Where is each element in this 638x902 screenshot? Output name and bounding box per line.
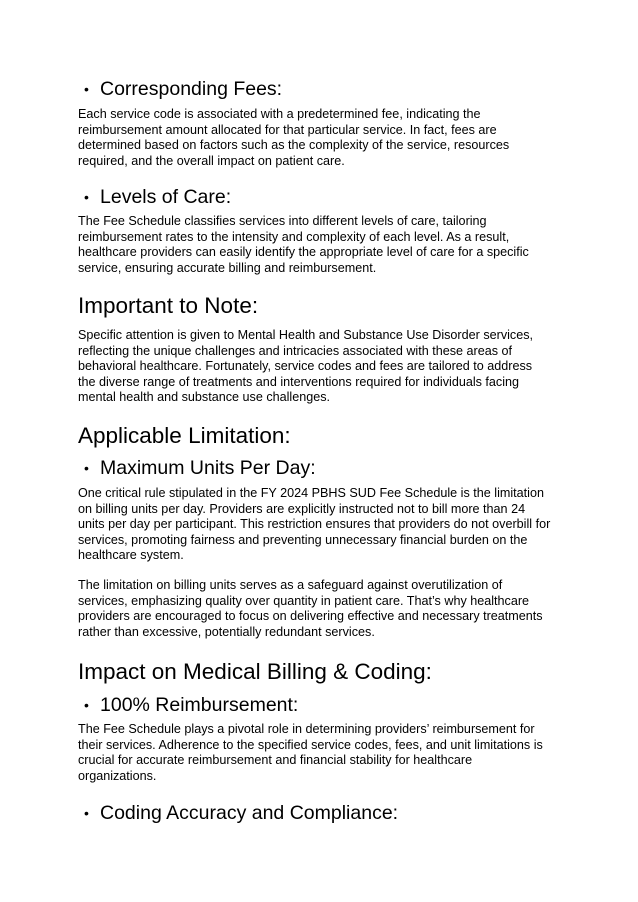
- section-heading-levels-of-care: [84, 185, 232, 209]
- section-heading-coding-accuracy: [84, 801, 399, 825]
- paragraph-billing-units-safeguard: The limitation on billing units serves as a safeguard against overutilization of services, emphasizing quality over quantity in patient care. That’s why healthcare providers are encouraged to focus on delivering effective and necessary treatments rather than excessive, potentially redundant services.: [78, 578, 543, 639]
- section-heading-100-reimbursement: [84, 693, 299, 717]
- bullet-icon: •: [84, 460, 89, 476]
- heading-applicable-limitation: Applicable Limitation:: [78, 423, 291, 448]
- heading-impact-on-medical-billing: Impact on Medical Billing & Coding:: [78, 659, 432, 684]
- paragraph-100-reimbursement: The Fee Schedule plays a pivotal role in determining providers’ reimbursement for their services. Adherence to the specified service codes, fees, and unit limitations is crucial for accurate reimbursement and financial stability for healthcare organizations.: [78, 722, 543, 783]
- heading-text: Coding Accuracy and Compliance:: [100, 802, 399, 824]
- heading-text: Maximum Units Per Day:: [100, 457, 316, 479]
- bullet-icon: •: [84, 697, 89, 713]
- bullet-icon: •: [84, 81, 89, 97]
- paragraph-levels-of-care: The Fee Schedule classifies services into different levels of care, tailoring reimbursement rates to the intensity and complexity of each level. As a result, healthcare providers can easily identify the appropriate level of care for a specific service, ensuring accurate billing and reimbursement.: [78, 214, 529, 275]
- heading-important-to-note: Important to Note:: [78, 293, 259, 318]
- section-heading-corresponding-fees: [84, 77, 283, 101]
- paragraph-corresponding-fees: Each service code is associated with a predetermined fee, indicating the reimbursement amount allocated for that particular service. In fact, fees are determined based on factors such as the complexity of the service, resources required, and the overall impact on patient care.: [78, 107, 510, 168]
- paragraph-maximum-units-per-day: One critical rule stipulated in the FY 2024 PBHS SUD Fee Schedule is the limitation on billing units per day. Providers are explicitly instructed not to bill more than 24 units per day per participant. This restriction ensures that providers do not overbill for services, promoting fairness and preventing unnecessary financial burden on the healthcare system.: [78, 486, 551, 563]
- paragraph-important-to-note: Specific attention is given to Mental Health and Substance Use Disorder services, reflecting the unique challenges and intricacies associated with these areas of behavioral healthcare. Fortunately, service codes and fees are tailored to address the diverse range of treatments and interventions required for individuals facing mental health and substance use challenges.: [78, 328, 534, 405]
- heading-text: Corresponding Fees:: [100, 78, 283, 100]
- bullet-icon: •: [84, 805, 89, 821]
- heading-text: Levels of Care:: [100, 186, 232, 208]
- bullet-icon: •: [84, 189, 89, 205]
- section-heading-maximum-units-per-day: [84, 456, 316, 480]
- heading-text: 100% Reimbursement:: [100, 694, 299, 716]
